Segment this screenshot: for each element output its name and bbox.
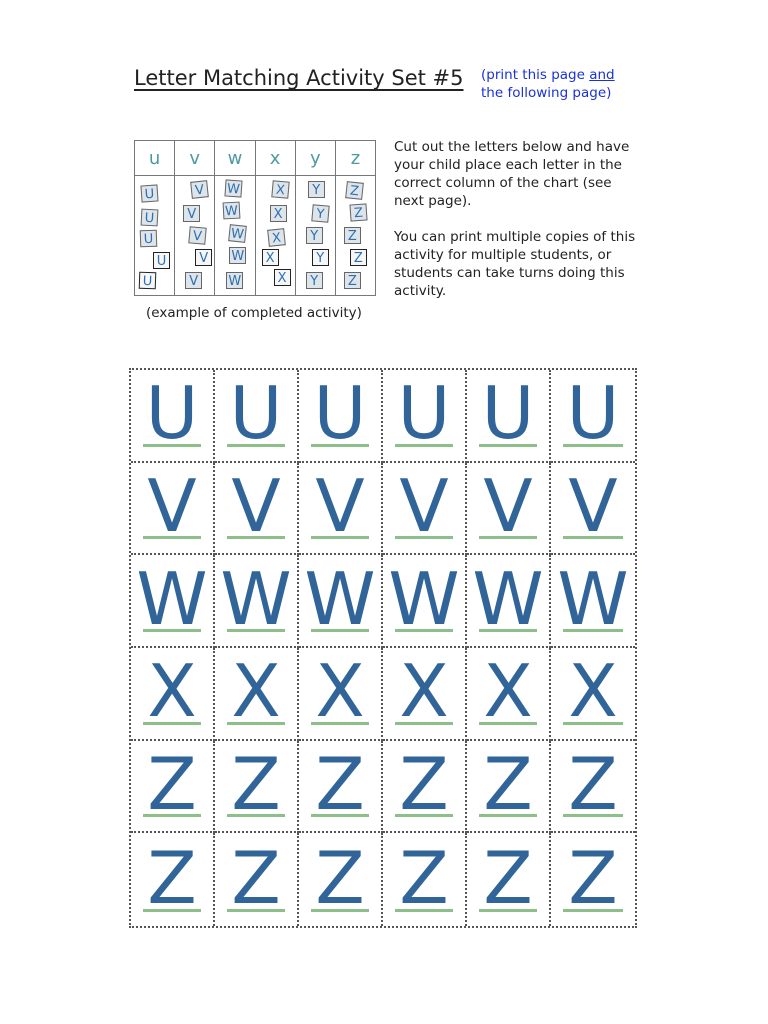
chart-card-w: W: [229, 224, 248, 243]
cutout-letter: U: [145, 371, 199, 456]
cutout-letter: Z: [568, 741, 618, 826]
cutout-card-w: [131, 555, 215, 648]
chart-card-z: Z: [345, 181, 364, 200]
cutout-letter: Z: [147, 835, 197, 920]
chart-card-v: V: [183, 205, 200, 222]
chart-header-z: z: [336, 141, 375, 176]
chart-card-w: W: [229, 247, 246, 264]
cutout-card-v: [215, 463, 299, 556]
cutout-letter: W: [472, 556, 544, 641]
chart-card-z: Z: [350, 249, 367, 266]
print-note-link[interactable]: and: [589, 67, 615, 83]
cutout-card-w: [299, 555, 383, 648]
cutout-card-x: [551, 648, 635, 741]
chart-card-u: U: [140, 230, 158, 248]
cutout-letter: X: [568, 649, 618, 734]
cutout-letter: Z: [315, 741, 365, 826]
cutout-card-z: [551, 833, 635, 926]
cutout-card-x: [383, 648, 467, 741]
cutout-letter: U: [566, 371, 620, 456]
cutout-letter: W: [388, 556, 460, 641]
cutout-letter: U: [229, 371, 283, 456]
chart-card-v: V: [195, 249, 212, 266]
cutout-card-v: [383, 463, 467, 556]
chart-header-v: v: [175, 141, 214, 176]
cutout-card-v: [551, 463, 635, 556]
cutout-letter: Z: [399, 741, 449, 826]
chart-caption: (example of completed activity): [146, 305, 362, 321]
chart-card-x: X: [267, 228, 286, 247]
instruction-paragraph-1: Cut out the letters below and have your child place each letter in the correct column of the chart (see next page).: [394, 139, 630, 209]
chart-column-w: [214, 141, 254, 295]
chart-header-u: u: [135, 141, 174, 176]
cutout-letter: X: [147, 649, 197, 734]
chart-card-y: Y: [311, 204, 329, 222]
cutout-letter: Z: [147, 741, 197, 826]
cutout-letter: W: [136, 556, 208, 641]
cutout-letter: Z: [568, 835, 618, 920]
print-instruction-note: [481, 66, 631, 102]
cutout-letter: V: [147, 463, 197, 548]
cutout-letter: V: [399, 463, 449, 548]
cutout-card-u: [383, 370, 467, 463]
cutout-card-x: [131, 648, 215, 741]
chart-card-w: W: [225, 179, 243, 197]
chart-card-x: X: [262, 249, 279, 266]
cutout-letter: V: [483, 463, 533, 548]
cutout-card-w: [383, 555, 467, 648]
chart-card-z: Z: [344, 227, 361, 244]
cutout-letter-grid: [129, 368, 637, 928]
cutout-letter: Z: [483, 835, 533, 920]
chart-card-y: Y: [308, 181, 325, 198]
cutout-letter: W: [304, 556, 376, 641]
cutout-letter: X: [483, 649, 533, 734]
chart-column-x: [255, 141, 295, 295]
cutout-letter: X: [399, 649, 449, 734]
cutout-letter: Z: [399, 835, 449, 920]
cutout-card-z: [383, 833, 467, 926]
chart-card-u: U: [139, 272, 157, 290]
cutout-letter: Z: [231, 741, 281, 826]
chart-card-x: X: [270, 205, 287, 222]
chart-card-z: Z: [344, 272, 361, 289]
chart-card-u: U: [153, 252, 170, 269]
cutout-card-w: [467, 555, 551, 648]
chart-card-w: W: [226, 272, 243, 289]
chart-column-y: [295, 141, 335, 295]
cutout-letter: Z: [483, 741, 533, 826]
chart-card-v: V: [185, 272, 202, 289]
cutout-card-x: [215, 648, 299, 741]
cutout-card-z: [299, 741, 383, 834]
print-note-text: (print this page: [481, 67, 590, 83]
cutout-card-z: [467, 741, 551, 834]
cutout-card-x: [299, 648, 383, 741]
cutout-letter: U: [481, 371, 535, 456]
cutout-card-u: [299, 370, 383, 463]
chart-header-w: w: [215, 141, 254, 176]
chart-column-z: [335, 141, 375, 295]
cutout-card-w: [215, 555, 299, 648]
chart-card-y: Y: [306, 272, 323, 289]
cutout-card-z: [299, 833, 383, 926]
chart-card-y: Y: [306, 227, 323, 244]
instruction-paragraph-2: You can print multiple copies of this activity for multiple students, or students can take turns doing this activity.: [394, 229, 636, 299]
chart-column-u: [135, 141, 174, 295]
cutout-letter: U: [397, 371, 451, 456]
cutout-card-z: [467, 833, 551, 926]
cutout-card-z: [131, 741, 215, 834]
cutout-card-v: [131, 463, 215, 556]
cutout-card-u: [551, 370, 635, 463]
cutout-letter: V: [231, 463, 281, 548]
cutout-card-w: [551, 555, 635, 648]
chart-card-v: V: [188, 226, 206, 244]
cutout-letter: W: [557, 556, 629, 641]
chart-card-w: W: [223, 202, 241, 220]
cutout-letter: Z: [315, 835, 365, 920]
cutout-card-z: [383, 741, 467, 834]
instructions: [394, 138, 644, 318]
cutout-card-u: [131, 370, 215, 463]
chart-card-x: X: [274, 269, 291, 286]
cutout-letter: V: [315, 463, 365, 548]
chart-card-y: Y: [312, 249, 329, 266]
cutout-letter: Z: [231, 835, 281, 920]
cutout-card-z: [215, 741, 299, 834]
cutout-letter: W: [220, 556, 292, 641]
cutout-letter: V: [568, 463, 618, 548]
cutout-card-z: [131, 833, 215, 926]
chart-column-v: [174, 141, 214, 295]
print-note-text-2: the following page): [481, 85, 612, 101]
cutout-card-v: [467, 463, 551, 556]
chart-header-x: x: [256, 141, 295, 176]
cutout-card-v: [299, 463, 383, 556]
cutout-card-u: [215, 370, 299, 463]
cutout-card-z: [215, 833, 299, 926]
cutout-card-x: [467, 648, 551, 741]
chart-card-x: X: [271, 180, 289, 198]
chart-card-z: Z: [349, 203, 367, 221]
chart-card-u: U: [140, 184, 158, 202]
example-chart: [134, 140, 376, 296]
cutout-card-u: [467, 370, 551, 463]
chart-card-v: V: [190, 180, 209, 199]
cutout-card-z: [551, 741, 635, 834]
chart-card-u: U: [141, 209, 159, 227]
page-title: Letter Matching Activity Set #5: [134, 66, 464, 90]
chart-header-y: y: [296, 141, 335, 176]
cutout-letter: U: [313, 371, 367, 456]
cutout-letter: X: [231, 649, 281, 734]
cutout-letter: X: [315, 649, 365, 734]
